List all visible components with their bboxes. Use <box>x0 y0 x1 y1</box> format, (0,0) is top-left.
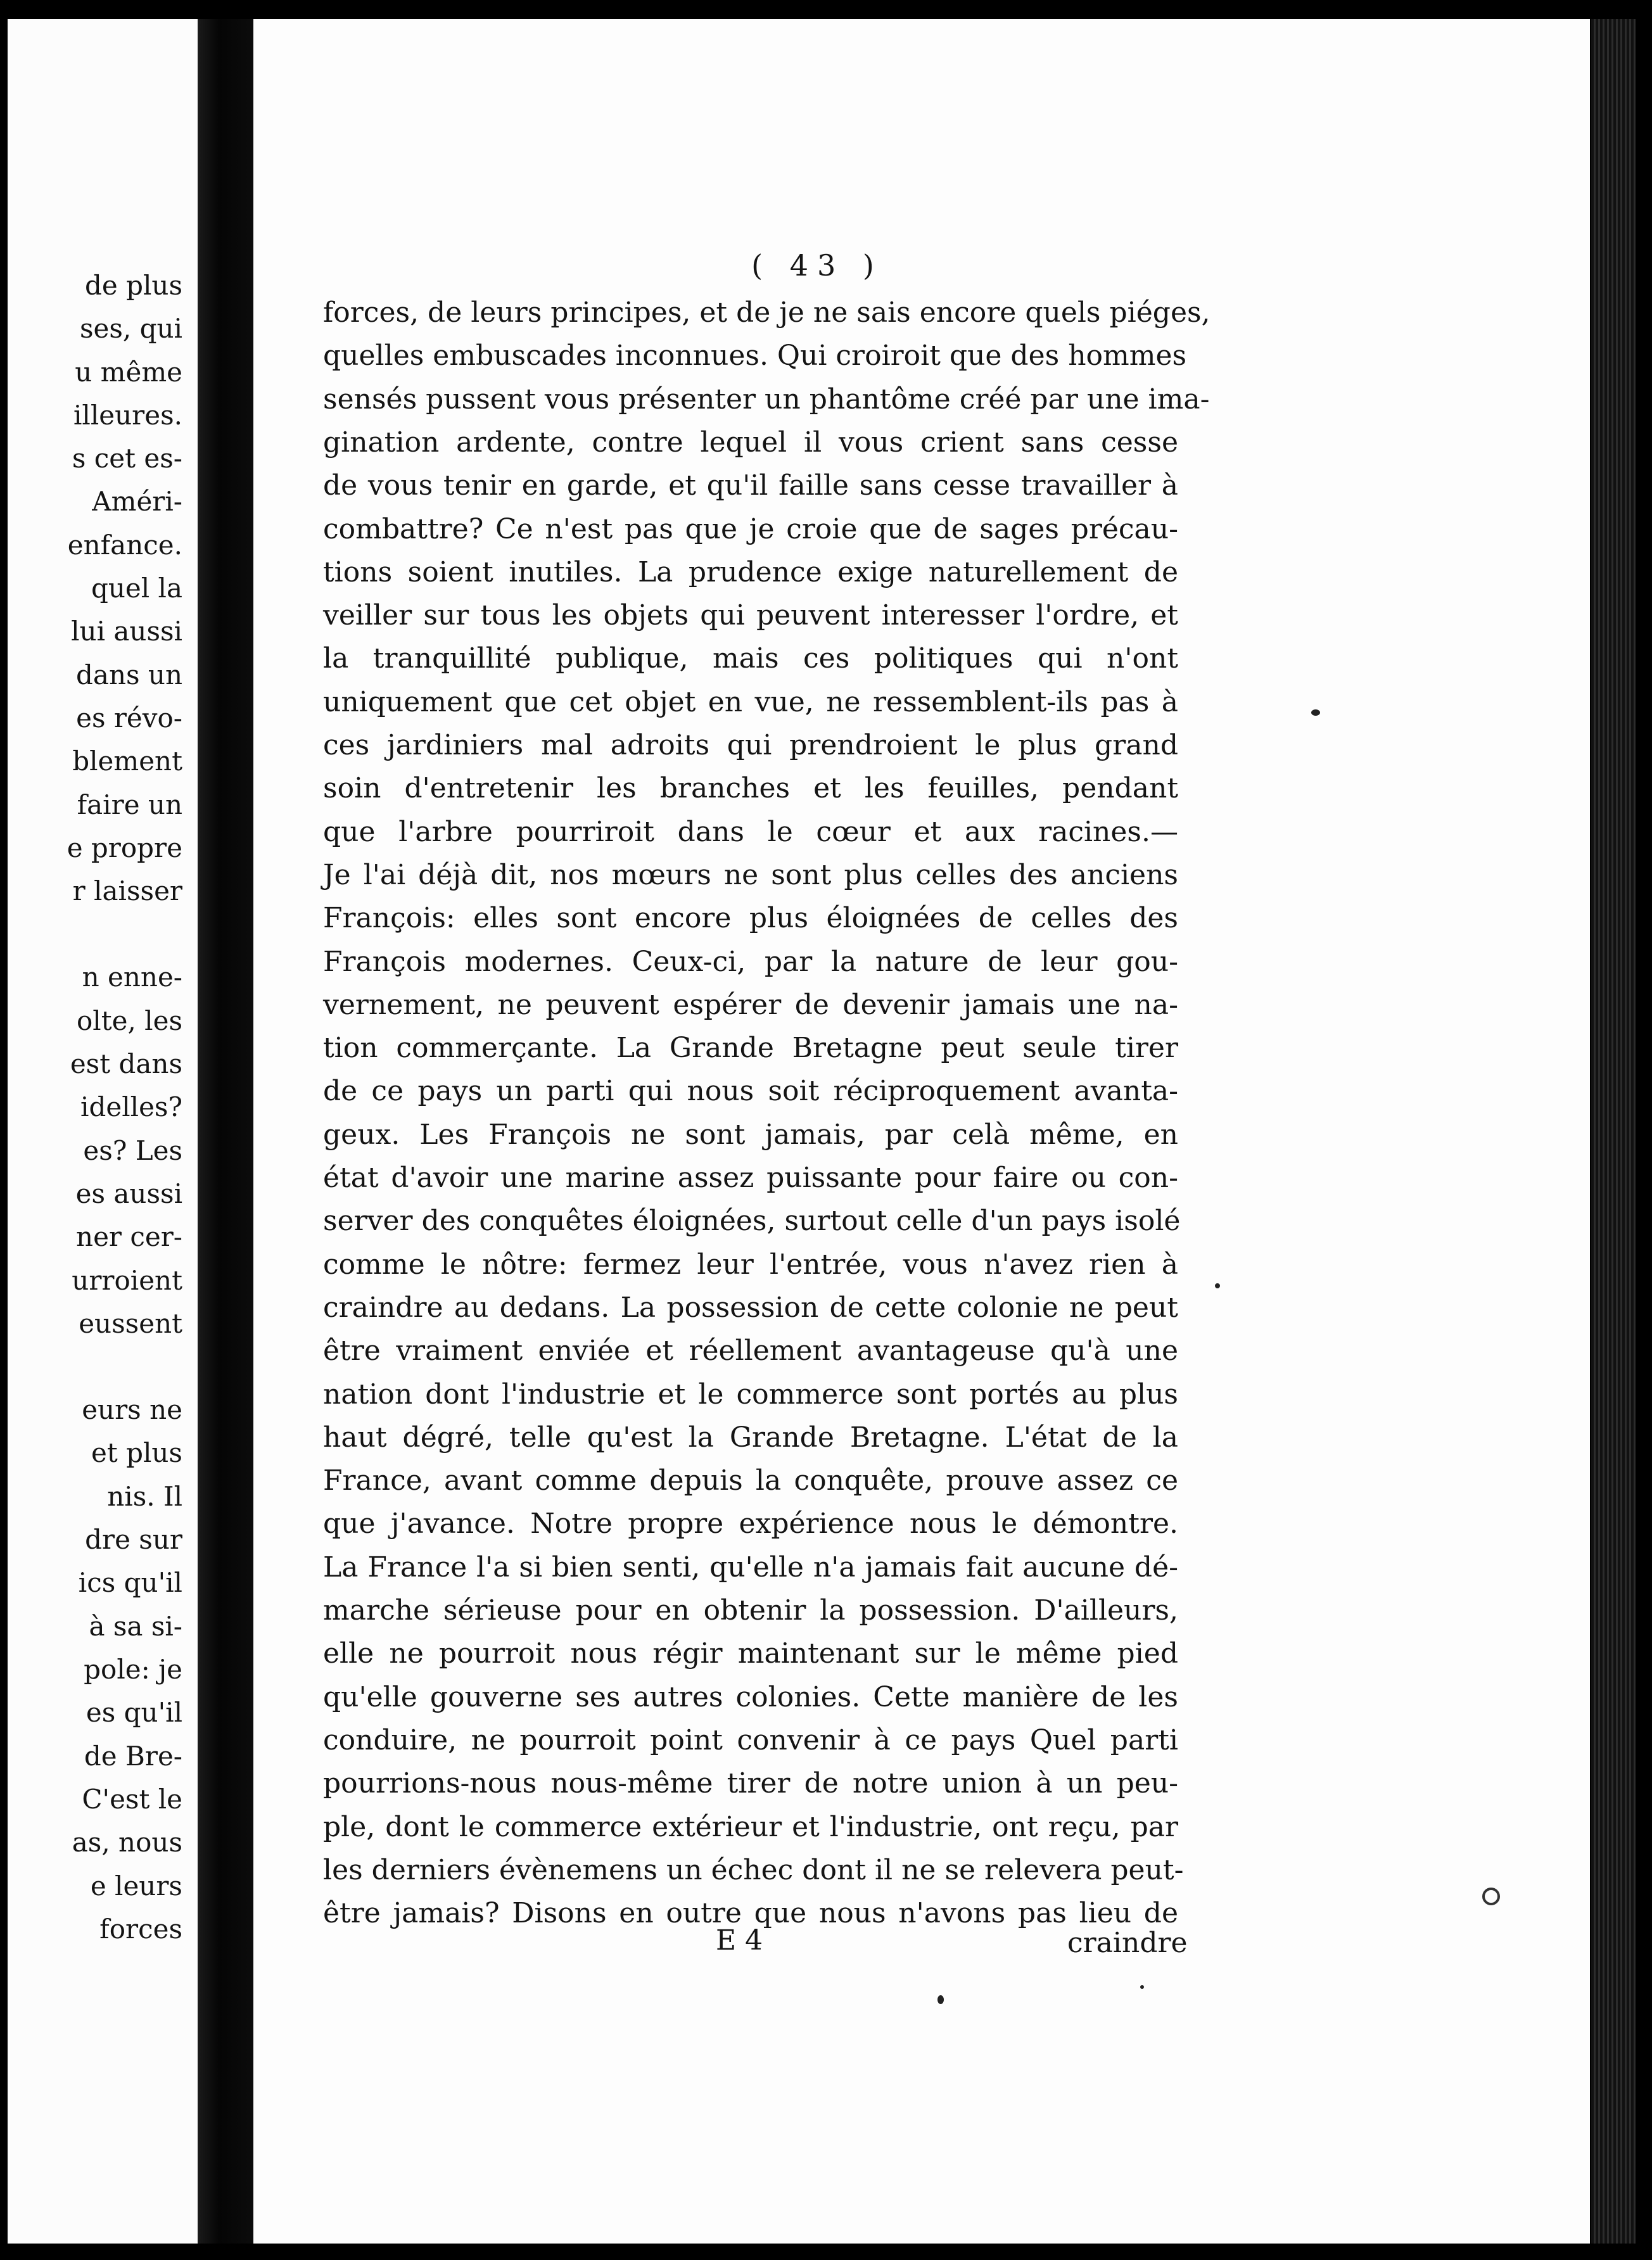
body-line: forces, de leurs principes, et de je ne sais encore quels piéges, <box>323 296 1210 329</box>
body-line: François: elles sont encore plus éloignées de celles des <box>323 902 1178 934</box>
body-line: ces jardiniers mal adroits qui prendroient le plus grand <box>323 729 1178 761</box>
left-facing-page <box>8 19 198 2244</box>
left-page-fragment: dre sur <box>85 1524 182 1555</box>
left-page-fragment: es? Les <box>83 1135 182 1166</box>
body-line: être vraiment enviée et réellement avantageuse qu'à une <box>323 1335 1178 1367</box>
left-page-fragment: as, nous <box>72 1827 182 1858</box>
ink-speck <box>937 1995 944 2004</box>
left-page-fragment: est dans <box>70 1048 182 1079</box>
body-line: que l'arbre pourriroit dans le cœur et aux racines.— <box>323 816 1178 848</box>
body-line: tion commerçante. La Grande Bretagne peut seule tirer <box>323 1032 1178 1064</box>
body-line: de vous tenir en garde, et qu'il faille sans cesse travailler à <box>323 469 1178 502</box>
left-page-fragment: pole: je <box>84 1654 182 1685</box>
body-line: soin d'entretenir les branches et les feuilles, pendant <box>323 772 1178 804</box>
left-page-fragment: es qu'il <box>86 1697 182 1728</box>
left-page-fragment: lui aussi <box>71 616 182 647</box>
body-line: François modernes. Ceux-ci, par la nature de leur gou- <box>323 946 1178 978</box>
left-page-fragment: ses, qui <box>79 313 182 344</box>
left-page-fragment: blement <box>72 746 182 777</box>
catchword: craindre <box>1067 1927 1188 1959</box>
left-page-fragment: e propre <box>67 832 182 863</box>
body-line: ple, dont le commerce extérieur et l'industrie, ont reçu, par <box>323 1811 1178 1843</box>
left-page-fragment: es révo- <box>76 702 182 733</box>
left-page-fragment: dans un <box>76 659 182 690</box>
left-page-fragment: ics qu'il <box>78 1567 182 1598</box>
body-line: haut dégré, telle qu'est la Grande Bretagne. L'état de la <box>323 1421 1178 1454</box>
left-page-fragment: e leurs <box>90 1870 182 1901</box>
body-line: vernement, ne peuvent espérer de devenir jamais une na- <box>323 989 1178 1021</box>
left-page-fragment: urroient <box>72 1265 182 1296</box>
body-line: être jamais? Disons en outre que nous n'avons pas lieu de <box>323 1897 1178 1929</box>
ink-speck <box>1215 1283 1220 1288</box>
body-line: état d'avoir une marine assez puissante pour faire ou con- <box>323 1162 1178 1194</box>
left-page-fragment: es aussi <box>75 1178 182 1209</box>
body-line: la tranquillité publique, mais ces politiques qui n'ont <box>323 642 1178 675</box>
ink-speck <box>1311 709 1320 716</box>
left-page-fragment: s cet es- <box>72 443 182 474</box>
body-line: geux. Les François ne sont jamais, par celà même, en <box>323 1119 1178 1151</box>
body-line: server des conquêtes éloignées, surtout celle d'un pays isolé <box>323 1205 1181 1237</box>
left-page-fragment: u même <box>75 357 182 388</box>
left-page-fragment: et plus <box>91 1437 182 1468</box>
body-line: elle ne pourroit nous régir maintenant sur le même pied <box>323 1637 1178 1670</box>
left-page-fragment: de Bre- <box>84 1741 182 1772</box>
ink-speck <box>1482 1888 1500 1905</box>
body-line: La France l'a si bien senti, qu'elle n'a jamais fait aucune dé- <box>323 1551 1178 1584</box>
body-line: veiller sur tous les objets qui peuvent interesser l'ordre, et <box>323 599 1178 632</box>
body-line: nation dont l'industrie et le commerce sont portés au plus <box>323 1378 1178 1411</box>
body-line: Je l'ai déjà dit, nos mœurs ne sont plus celles des anciens <box>323 859 1178 891</box>
left-page-fragment: olte, les <box>77 1005 182 1036</box>
left-page-fragment: forces <box>99 1914 182 1945</box>
page-fore-edge <box>1591 19 1636 2244</box>
body-line: quelles embuscades inconnues. Qui croiroit que des hommes <box>323 340 1187 372</box>
signature-mark: E 4 <box>716 1924 763 1957</box>
left-page-fragment: nis. Il <box>107 1481 182 1512</box>
body-line: tions soient inutiles. La prudence exige naturellement de <box>323 556 1178 588</box>
left-page-fragment: eussent <box>79 1308 182 1339</box>
left-page-text-fragments <box>8 19 198 2244</box>
body-line: pourrions-nous nous-même tirer de notre union à un peu- <box>323 1767 1178 1800</box>
body-line: gination ardente, contre lequel il vous crient sans cesse <box>323 426 1178 459</box>
left-page-fragment: idelles? <box>80 1091 182 1122</box>
body-line: France, avant comme depuis la conquête, prouve assez ce <box>323 1464 1178 1497</box>
body-line: uniquement que cet objet en vue, ne ressemblent-ils pas à <box>323 686 1178 718</box>
left-page-fragment: eurs ne <box>82 1394 182 1425</box>
left-page-fragment: r laisser <box>72 875 182 906</box>
left-page-fragment: illeures. <box>73 400 182 431</box>
ink-speck <box>1140 1985 1144 1989</box>
body-line: combattre? Ce n'est pas que je croie que de sages précau- <box>323 513 1178 545</box>
left-page-fragment: à sa si- <box>89 1611 182 1642</box>
left-page-fragment: faire un <box>77 789 182 820</box>
body-line: comme le nôtre: fermez leur l'entrée, vous n'avez rien à <box>323 1248 1178 1281</box>
left-page-fragment: C'est le <box>82 1784 182 1815</box>
book-gutter <box>198 19 253 2244</box>
body-line: les derniers évènemens un échec dont il ne se relevera peut- <box>323 1854 1184 1886</box>
left-page-fragment: ner cer- <box>76 1221 182 1252</box>
left-page-fragment: quel la <box>91 573 182 604</box>
left-page-fragment: enfance. <box>67 530 182 561</box>
running-head-page-number: ( 43 ) <box>751 248 883 282</box>
body-line: marche sérieuse pour en obtenir la possession. D'ailleurs, <box>323 1594 1178 1627</box>
left-page-fragment: n enne- <box>82 962 182 993</box>
left-page-fragment: de plus <box>84 270 182 301</box>
body-line: craindre au dedans. La possession de cette colonie ne peut <box>323 1292 1178 1324</box>
main-page <box>253 19 1590 2244</box>
body-line: que j'avance. Notre propre expérience nous le démontre. <box>323 1508 1178 1540</box>
body-line: conduire, ne pourroit point convenir à ce pays Quel parti <box>323 1724 1178 1756</box>
body-line: qu'elle gouverne ses autres colonies. Cette manière de les <box>323 1681 1178 1713</box>
body-line: de ce pays un parti qui nous soit réciproquement avanta- <box>323 1075 1178 1107</box>
left-page-fragment: Améri- <box>92 486 182 517</box>
body-line: sensés pussent vous présenter un phantôme créé par une ima- <box>323 383 1210 416</box>
